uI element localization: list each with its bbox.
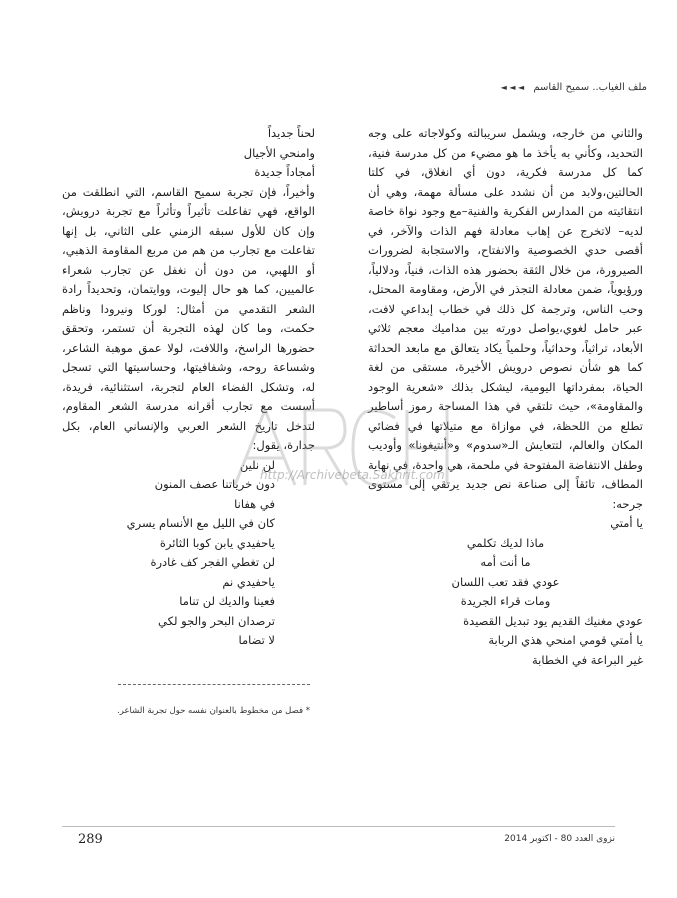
watermark-url: http://Archivebeta.Sakhrit.com: [260, 468, 445, 482]
right-poem: [368, 514, 643, 670]
poem-line: ما أنت أمه: [480, 555, 531, 569]
poem-line: عودي مغنيك القديم يود تبديل القصيدة: [463, 613, 643, 628]
poem-line: ماذا لديك تكلمي: [466, 535, 545, 550]
poem-line: في هفانا: [234, 496, 275, 511]
poem-line: ياحفيدي يابن كوبا الثائرة: [159, 535, 275, 550]
left-paragraph: وأخيراً، فإن تجربة سميح القاسم، التي انطلقت من الواقع، فهي تفاعلت تأثيراً وتأثراً مع تجربة درويش، وإن كان للأول سبقه الزمني على الثاني، بل إنها تفاعلت مع تجارب من هم من مربع المقاومة الذهبي، أو اللهبي، من دون أن نغفل عن تجارب شعراء عالميين، كما هو حال إليوت، ووايتمان، وتحديداً رادة الشعر التقدمي من أمثال: لوركا ونيرودا وناظم حكمت، وما كان لهذه التجربة أن تستمر، وتحقق حضورها الراسخ، واللافت، لولا عمق موهبة الشاعر، وشساعة روحه، وشفافيتها، وحساسيتها التي تسجل له، وتشكل الفضاء العام لتجربة، استثنائية، فريدة، أسست مع تجارب أقرانه مدرسة الشعر المقاوم، لتدخل تاريخ الشعر العربي والإنساني العام، بكل جدارة، يقول:: [62, 184, 315, 452]
poem-line: لحناً جديداً: [267, 126, 315, 140]
poem-line: ياحفيدي نم: [222, 574, 275, 589]
header-arrows-icon: ◄ ◄ ◄: [500, 83, 525, 92]
poem-line: أمجاداً جديدة: [254, 165, 315, 179]
left-poem: [62, 456, 315, 651]
poem-line: ترصدان البحر والجو لكي: [158, 613, 275, 628]
right-column: [368, 124, 643, 670]
poem-line: كان في الليل مع الأنسام يسري: [126, 516, 275, 530]
header-title: ملف الغياب.. سميح القاسم: [533, 82, 647, 93]
page-number: 289: [78, 832, 103, 847]
poem-line: ومات قراء الجريدة: [460, 594, 551, 608]
poem-line: لا تضاما: [238, 633, 275, 647]
left-poem-top: [62, 124, 315, 183]
issue-label: نزوى العدد 80 - اكتوبر 2014: [504, 834, 615, 844]
poem-line: فعينا والديك لن تناما: [179, 594, 275, 608]
right-paragraph: والثاني من خارجه، ويشمل سريبالته وكولاجاته على وجه التحديد، وكأني به يأخذ ما هو مضيء من كل مدرسة فنية، كما كل مدرسة فكرية، دون أي انغلاق، في كلتا الحالتين،ولابد من أن نشدد على مسألة مهمة، وهي أن انتقائيته من المدارس الفكرية والفنية–مع وجود نواة خاصة لديه– لاتخرج عن إهاب معادلة فهم الذات والآخر، في أقصى حدي الخصوصية والانفتاح، والاستجابة لضرورات الصيرورة، من خلال الثقة بحضور هذه الذات، فنياً، ودلالياً، ورؤيوياً، ضمن معادلة التجذر في الأرض، ومقاومة المحتل، وحب الناس، وترجمة كل ذلك في خطاب إبداعي لافت، عبر حامل لغوي،يواصل دورته بين مداميك معجم ثلاثي الأبعاد، تراثياً، وحداثياً، وحلمياً يكاد يتعالق مع مابعد الحداثة كما هو شأن نصوص درويش الأخيرة، مستقى من لغة الحياة، بمفرداتها اليومية، ليشكل بذلك «شعرية الوجود والمقاومة»، حيث تلتقي في هذا المساحة رموز أساطير تطلع من اللحظة، في موازاة مع متيلاتها في فضائي المكان والعالم، لتتعايش الـ«سدوم» و«أنتيغونا» وأوديب وطفل الانتفاضة المفتوحة في ملحمة، هي واحدة، في نهاية المطاف، تائقاً إلى صناعة نص جديد يرتقي إلى مستوى جرحه:: [368, 126, 643, 511]
footer-rule: [62, 826, 615, 827]
footnote-separator: [118, 684, 310, 685]
running-header: [501, 82, 647, 93]
poem-line: عودي فقد تعب اللسان: [451, 574, 560, 589]
left-column: [62, 124, 315, 651]
poem-line: لن نلين: [239, 457, 275, 472]
poem-line: دون خرياتنا عصف المنون: [154, 477, 275, 491]
poem-line: وامنحي الأجيال: [243, 145, 315, 160]
poem-line: يا أمتي: [610, 516, 643, 530]
poem-line: غير البراعة في الخطابة: [531, 652, 643, 667]
footnote: * فصل من مخطوط بالعنوان نفسه حول تجربة الشاعر.: [117, 706, 310, 716]
poem-line: يا أمتي قومي امنحي هذي الربابة: [488, 633, 643, 647]
poem-line: لن تغطي الفجر كف غادرة: [150, 555, 275, 569]
